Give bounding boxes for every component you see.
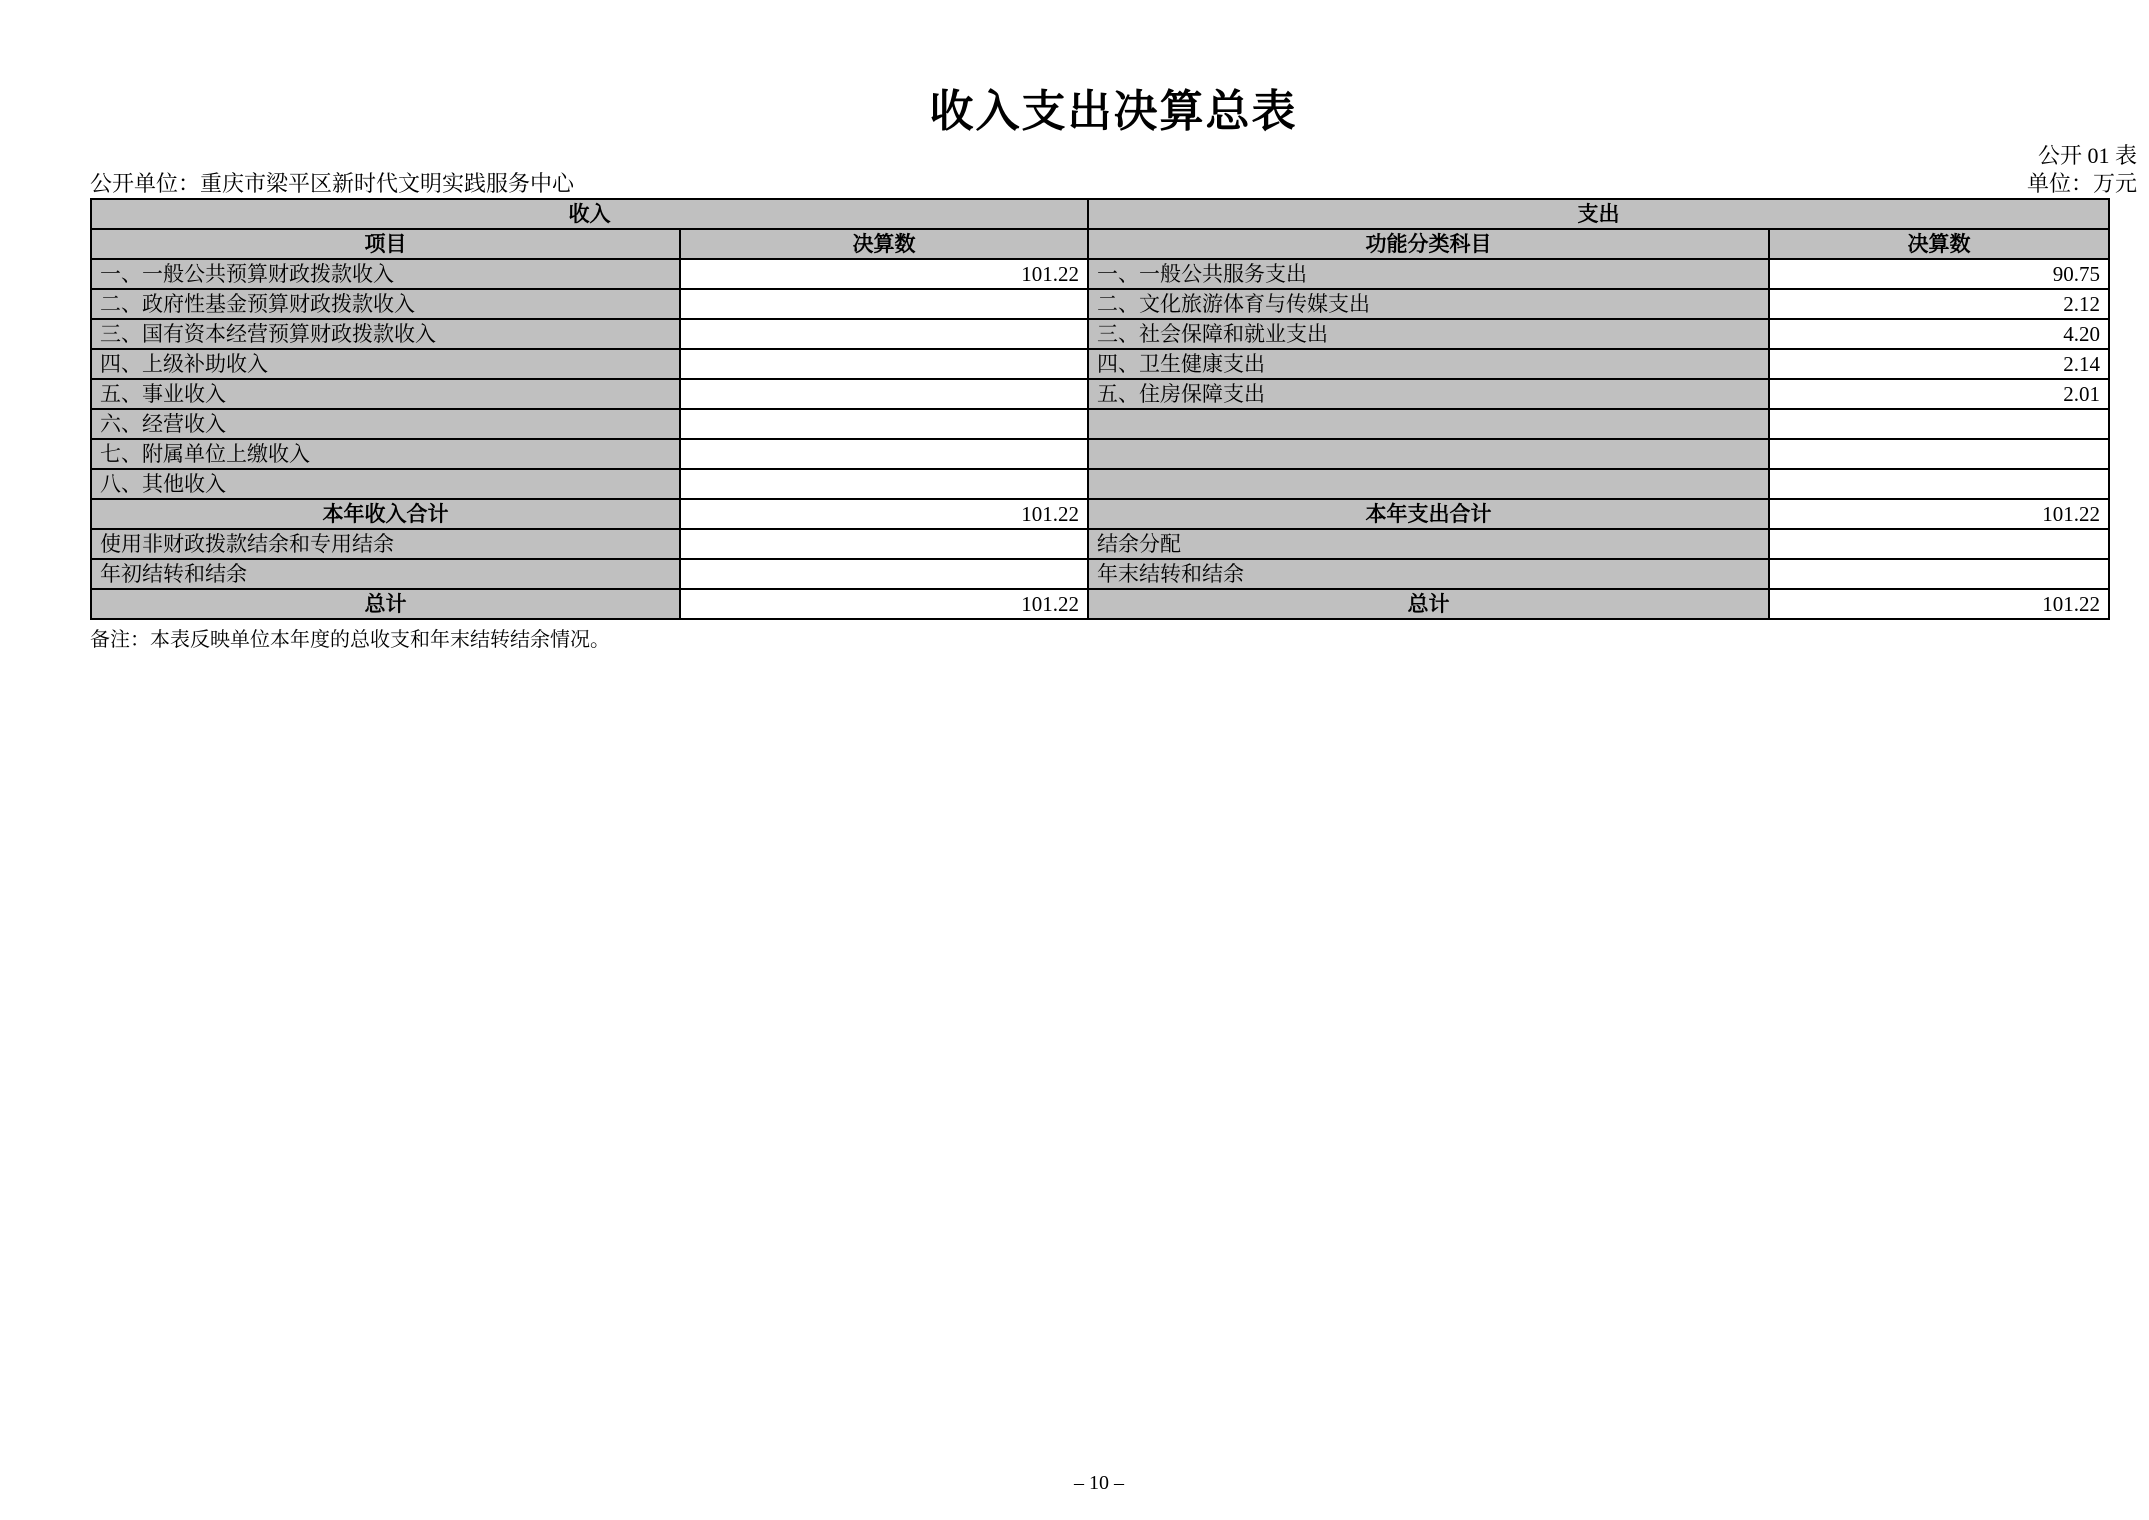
public-unit-label: 公开单位：重庆市梁平区新时代文明实践服务中心 <box>90 171 575 196</box>
income-total-amount-cell: 101.22 <box>680 499 1088 529</box>
page-number: – 10 – <box>1074 1472 1124 1494</box>
income-item-cell: 八、其他收入 <box>91 469 680 499</box>
expenditure-amount-cell: 2.14 <box>1769 349 2109 379</box>
table-row <box>91 529 2109 559</box>
expenditure-amount-cell: 2.01 <box>1769 379 2109 409</box>
expenditure-item-cell: 三、社会保障和就业支出 <box>1088 319 1769 349</box>
income-amount-cell: 101.22 <box>680 259 1088 289</box>
income-amount-cell <box>680 409 1088 439</box>
income-item-cell: 三、国有资本经营预算财政拨款收入 <box>91 319 680 349</box>
expenditure-item-cell <box>1088 409 1769 439</box>
income-item-cell: 使用非财政拨款结余和专用结余 <box>91 529 680 559</box>
expenditure-item-cell: 五、住房保障支出 <box>1088 379 1769 409</box>
expenditure-amount-cell <box>1769 409 2109 439</box>
expenditure-amount-cell <box>1769 439 2109 469</box>
expenditure-item-column-header: 功能分类科目 <box>1088 229 1769 259</box>
expenditure-section-header: 支出 <box>1088 199 2109 229</box>
table-row <box>91 559 2109 589</box>
expenditure-item-cell <box>1088 469 1769 499</box>
income-amount-cell <box>680 469 1088 499</box>
table-code-label: 公开 01 表 <box>2037 143 2137 168</box>
expenditure-item-cell: 年末结转和结余 <box>1088 559 1769 589</box>
income-item-cell: 年初结转和结余 <box>91 559 680 589</box>
income-total-label-cell: 本年收入合计 <box>91 499 680 529</box>
table-row <box>91 349 2109 379</box>
expenditure-amount-cell <box>1769 559 2109 589</box>
expenditure-item-cell: 一、一般公共服务支出 <box>1088 259 1769 289</box>
page-title: 收入支出决算总表 <box>929 87 1298 136</box>
income-amount-cell <box>680 289 1088 319</box>
table-row <box>91 439 2109 469</box>
income-amount-cell <box>680 529 1088 559</box>
income-item-cell: 二、政府性基金预算财政拨款收入 <box>91 289 680 319</box>
income-item-cell: 五、事业收入 <box>91 379 680 409</box>
income-amount-cell <box>680 379 1088 409</box>
income-expenditure-table <box>90 198 2110 620</box>
expenditure-amount-cell <box>1769 529 2109 559</box>
expenditure-total-label-cell: 本年支出合计 <box>1088 499 1769 529</box>
table-grand-total-row <box>91 589 2109 619</box>
expenditure-item-cell: 结余分配 <box>1088 529 1769 559</box>
table-total-row <box>91 499 2109 529</box>
column-header-row <box>91 229 2109 259</box>
income-amount-cell <box>680 319 1088 349</box>
expenditure-amount-cell: 2.12 <box>1769 289 2109 319</box>
income-item-column-header: 项目 <box>91 229 680 259</box>
expenditure-amount-column-header: 决算数 <box>1769 229 2109 259</box>
income-amount-cell <box>680 559 1088 589</box>
table-note: 备注：本表反映单位本年度的总收支和年末结转结余情况。 <box>90 629 610 651</box>
expenditure-item-cell: 二、文化旅游体育与传媒支出 <box>1088 289 1769 319</box>
income-amount-column-header: 决算数 <box>680 229 1088 259</box>
table-row <box>91 469 2109 499</box>
expenditure-total-amount-cell: 101.22 <box>1769 499 2109 529</box>
income-section-header: 收入 <box>91 199 1088 229</box>
income-grand-total-label-cell: 总计 <box>91 589 680 619</box>
table-row <box>91 289 2109 319</box>
unit-of-measure-label: 单位：万元 <box>2026 171 2137 196</box>
expenditure-grand-total-amount-cell: 101.22 <box>1769 589 2109 619</box>
page-content <box>90 0 2137 653</box>
expenditure-item-cell <box>1088 439 1769 469</box>
expenditure-amount-cell: 90.75 <box>1769 259 2109 289</box>
income-grand-total-amount-cell: 101.22 <box>680 589 1088 619</box>
table-row <box>91 409 2109 439</box>
meta-row <box>90 170 2137 198</box>
expenditure-amount-cell <box>1769 469 2109 499</box>
income-item-cell: 四、上级补助收入 <box>91 349 680 379</box>
expenditure-grand-total-label-cell: 总计 <box>1088 589 1769 619</box>
expenditure-amount-cell: 4.20 <box>1769 319 2109 349</box>
table-row <box>91 319 2109 349</box>
income-item-cell: 七、附属单位上缴收入 <box>91 439 680 469</box>
section-header-row <box>91 199 2109 229</box>
table-row <box>91 259 2109 289</box>
income-item-cell: 一、一般公共预算财政拨款收入 <box>91 259 680 289</box>
income-amount-cell <box>680 439 1088 469</box>
income-item-cell: 六、经营收入 <box>91 409 680 439</box>
income-amount-cell <box>680 349 1088 379</box>
expenditure-item-cell: 四、卫生健康支出 <box>1088 349 1769 379</box>
table-row <box>91 379 2109 409</box>
